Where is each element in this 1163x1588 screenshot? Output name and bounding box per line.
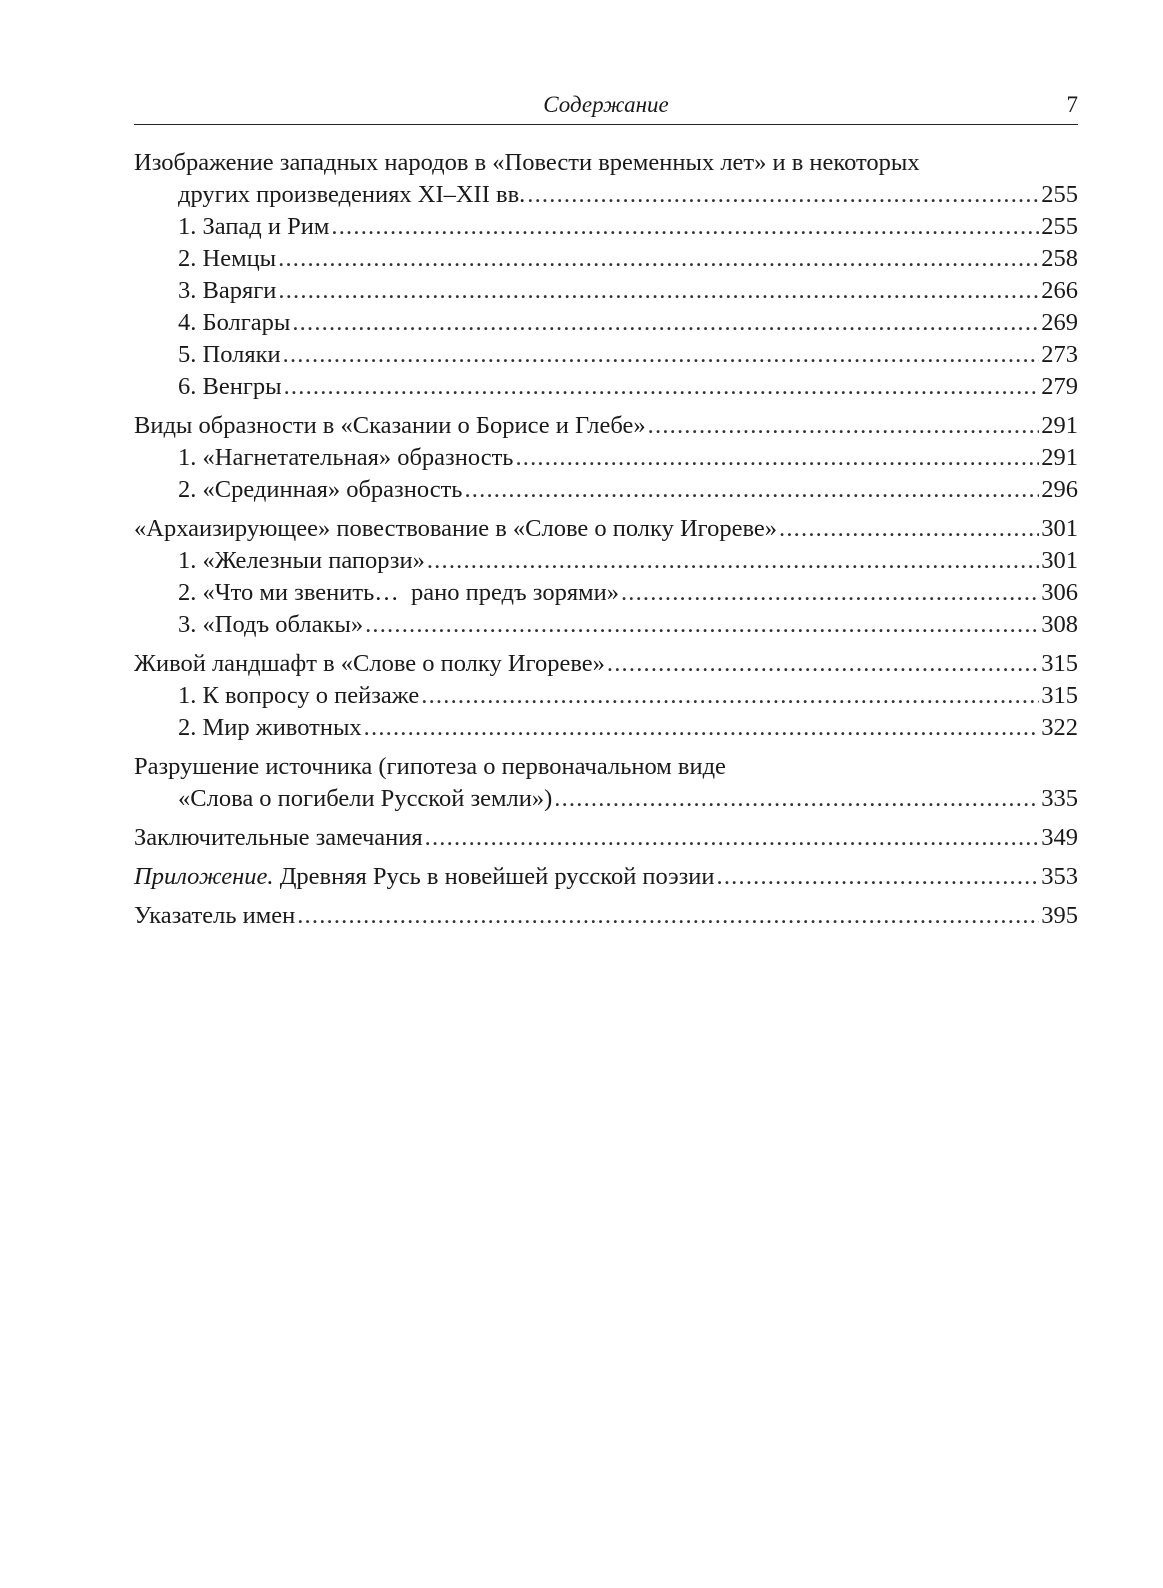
toc-entry-title: Живой ландшафт в «Слове о полку Игореве» xyxy=(134,650,605,677)
dot-leader xyxy=(278,243,1039,275)
toc-page-number: 296 xyxy=(1041,476,1078,503)
toc-entry-title: Изображение западных народов в «Повести временных лет» и в некоторых xyxy=(134,149,920,176)
appendix-title: Древняя Русь в новейшей русской поэзии xyxy=(273,863,715,890)
toc-page-number: 258 xyxy=(1041,245,1078,272)
toc-entry-line[interactable] xyxy=(134,861,1078,893)
dot-leader xyxy=(427,545,1039,577)
dot-leader xyxy=(365,609,1039,641)
running-title: Содержание xyxy=(543,92,669,117)
toc-subentry[interactable] xyxy=(134,712,1078,744)
toc-entry-archaizing xyxy=(134,513,1078,641)
dot-leader xyxy=(331,211,1039,243)
toc-entry-title: Виды образности в «Сказании о Борисе и Глебе» xyxy=(134,412,646,439)
toc-entry-title-continued: других произведениях XI–XII вв. xyxy=(178,181,526,208)
toc-entry-line[interactable] xyxy=(134,822,1078,854)
toc-entry-imagery xyxy=(134,410,1078,506)
toc-entry-western-peoples xyxy=(134,147,1078,403)
toc-entry-line[interactable] xyxy=(134,410,1078,442)
toc-entry-line[interactable] xyxy=(134,783,1078,815)
book-page xyxy=(134,88,1078,939)
dot-leader xyxy=(648,410,1040,442)
toc-entry-title xyxy=(134,861,715,893)
toc-entry-title-continued: «Слова о погибели Русской земли») xyxy=(178,785,553,812)
table-of-contents xyxy=(134,147,1078,932)
toc-subentry[interactable] xyxy=(134,275,1078,307)
toc-entry-line xyxy=(134,147,1078,179)
toc-subentry-title: 2. Мир животных xyxy=(178,714,362,741)
toc-entry-line[interactable] xyxy=(134,179,1078,211)
toc-subentry-title: 1. К вопросу о пейзаже xyxy=(178,682,420,709)
toc-entry-line[interactable] xyxy=(134,648,1078,680)
toc-subentry[interactable] xyxy=(134,545,1078,577)
dot-leader xyxy=(607,648,1039,680)
dot-leader xyxy=(292,307,1039,339)
running-head xyxy=(134,88,1078,125)
toc-subentry-title: 6. Венгры xyxy=(178,373,282,400)
dot-leader xyxy=(421,680,1039,712)
toc-entry-line[interactable] xyxy=(134,513,1078,545)
toc-entry-conclusion xyxy=(134,822,1078,854)
toc-page-number: 349 xyxy=(1041,824,1078,851)
dot-leader xyxy=(283,339,1040,371)
toc-subentry-title: 2. «Срединная» образность xyxy=(178,476,463,503)
toc-entry-index xyxy=(134,900,1078,932)
toc-subentry[interactable] xyxy=(134,577,1078,609)
dot-leader xyxy=(278,275,1039,307)
dot-leader xyxy=(779,513,1039,545)
toc-subentry-title: 1. «Железныи папорзи» xyxy=(178,547,425,574)
toc-subentry[interactable] xyxy=(134,371,1078,403)
toc-subentry-title: 4. Болгары xyxy=(178,309,291,336)
toc-entry-appendix xyxy=(134,861,1078,893)
dot-leader xyxy=(621,577,1039,609)
toc-entry-source-destruction xyxy=(134,751,1078,815)
toc-subentry-title: 2. «Что ми звенить… рано предъ зорями» xyxy=(178,579,619,606)
toc-subentry[interactable] xyxy=(134,442,1078,474)
toc-page-number: 301 xyxy=(1041,515,1078,542)
toc-entry-title: Указатель имен xyxy=(134,902,296,929)
toc-entry-title: Разрушение источника (гипотеза о первоначальном виде xyxy=(134,753,726,780)
toc-page-number: 273 xyxy=(1041,341,1078,368)
toc-entry-landscape xyxy=(134,648,1078,744)
toc-subentry[interactable] xyxy=(134,307,1078,339)
toc-page-number: 315 xyxy=(1041,650,1078,677)
dot-leader xyxy=(515,442,1039,474)
dot-leader xyxy=(554,783,1039,815)
toc-subentry-title: 3. «Подъ облакы» xyxy=(178,611,364,638)
toc-page-number: 269 xyxy=(1041,309,1078,336)
toc-page-number: 353 xyxy=(1041,863,1078,890)
dot-leader xyxy=(297,900,1039,932)
toc-page-number: 315 xyxy=(1041,682,1078,709)
toc-page-number: 308 xyxy=(1041,611,1078,638)
toc-subentry-title: 1. «Нагнетательная» образность xyxy=(178,444,514,471)
toc-page-number: 255 xyxy=(1041,181,1078,208)
toc-subentry[interactable] xyxy=(134,474,1078,506)
toc-page-number: 279 xyxy=(1041,373,1078,400)
toc-entry-line[interactable] xyxy=(134,900,1078,932)
toc-subentry-title: 5. Поляки xyxy=(178,341,281,368)
toc-subentry[interactable] xyxy=(134,243,1078,275)
toc-subentry[interactable] xyxy=(134,609,1078,641)
dot-leader xyxy=(425,822,1040,854)
toc-page-number: 306 xyxy=(1041,579,1078,606)
toc-page-number: 291 xyxy=(1041,412,1078,439)
page-number: 7 xyxy=(1066,92,1078,117)
appendix-label: Приложение. xyxy=(134,863,274,890)
toc-subentry[interactable] xyxy=(134,680,1078,712)
toc-page-number: 335 xyxy=(1041,785,1078,812)
toc-page-number: 301 xyxy=(1041,547,1078,574)
toc-subentry-title: 3. Варяги xyxy=(178,277,277,304)
dot-leader xyxy=(284,371,1040,403)
toc-subentry[interactable] xyxy=(134,339,1078,371)
toc-entry-title: «Архаизирующее» повествование в «Слове о полку Игореве» xyxy=(134,515,778,542)
toc-page-number: 322 xyxy=(1041,714,1078,741)
dot-leader xyxy=(464,474,1039,506)
toc-subentry-title: 2. Немцы xyxy=(178,245,277,272)
toc-page-number: 395 xyxy=(1041,902,1078,929)
toc-entry-title: Заключительные замечания xyxy=(134,824,423,851)
dot-leader xyxy=(527,179,1039,211)
dot-leader xyxy=(364,712,1040,744)
toc-subentry-title: 1. Запад и Рим xyxy=(178,213,330,240)
toc-page-number: 255 xyxy=(1041,213,1078,240)
toc-subentry[interactable] xyxy=(134,211,1078,243)
toc-page-number: 266 xyxy=(1041,277,1078,304)
toc-entry-line xyxy=(134,751,1078,783)
toc-page-number: 291 xyxy=(1041,444,1078,471)
dot-leader xyxy=(717,861,1040,893)
